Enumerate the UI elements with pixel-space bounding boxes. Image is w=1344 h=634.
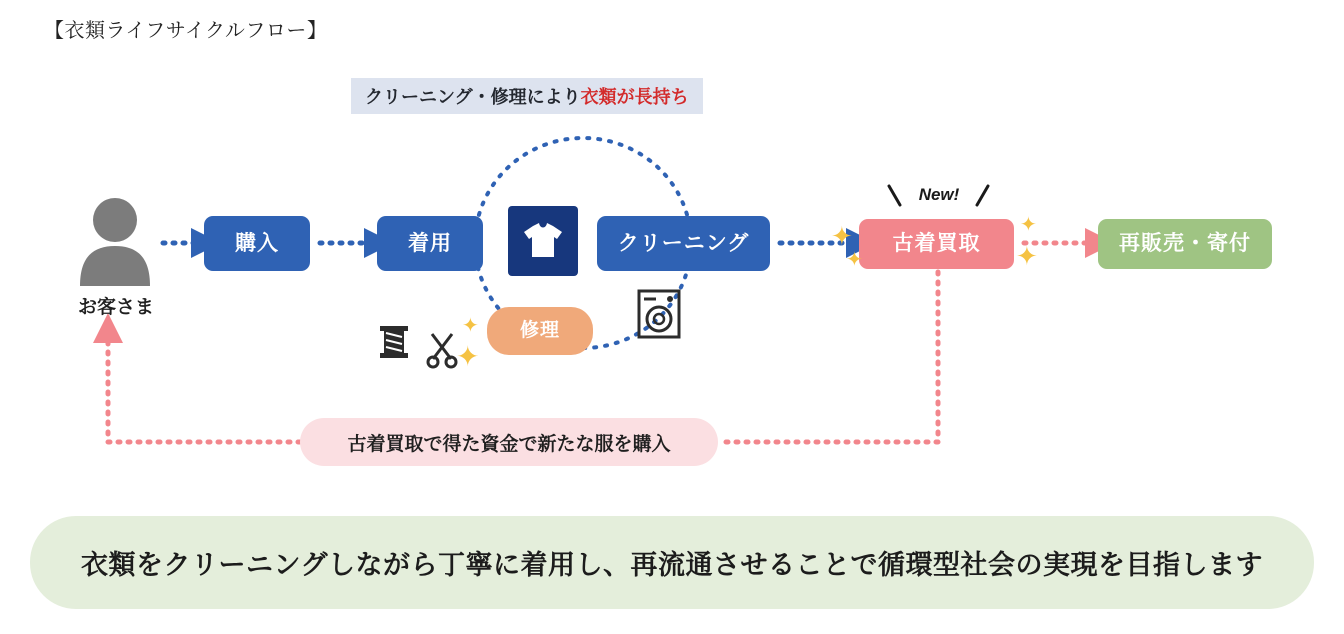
reinvestment-loop-label: 古着買取で得た資金で新たな服を購入: [300, 418, 718, 466]
top-callout-banner: [351, 78, 703, 114]
node-resale-label: 再販売・寄付: [1119, 232, 1251, 256]
shirt-badge-icon: [508, 206, 578, 276]
sparkle-icon: ✦: [846, 249, 863, 271]
node-purchase-label: 購入: [235, 231, 279, 255]
sparkle-icon: ✦: [831, 221, 853, 251]
scissors-icon: [424, 329, 460, 375]
summary-statement: 衣類をクリーニングしながら丁寧に着用し、再流通させることで循環型社会の実現を目指します: [30, 516, 1314, 609]
node-repair-label: 修理: [519, 319, 560, 341]
node-cleaning-label: クリーニング: [617, 231, 750, 255]
node-secondhand-purchase[interactable]: [859, 219, 1014, 269]
node-repair[interactable]: [487, 307, 593, 355]
node-wear-label: 着用: [408, 231, 452, 255]
node-resale-donation[interactable]: [1098, 219, 1272, 269]
page-title: 【衣類ライフサイクルフロー】: [44, 20, 328, 42]
thread-spool-icon: [378, 323, 412, 369]
banner-text-plain: クリーニング・修理により: [365, 87, 581, 107]
new-badge: New!: [918, 185, 960, 204]
person-icon: [74, 196, 156, 286]
sparkle-icon: ✦: [1016, 241, 1038, 271]
sparkle-icon: ✦: [456, 341, 480, 372]
sparkle-icon: ✦: [462, 315, 479, 337]
node-wear[interactable]: [377, 216, 483, 271]
node-cleaning[interactable]: [597, 216, 770, 271]
washing-machine-icon: [636, 288, 682, 347]
sparkle-icon: ✦: [1020, 214, 1037, 236]
node-purchase[interactable]: [204, 216, 310, 271]
banner-text-accent: 衣類が長持ち: [580, 87, 689, 107]
customer-label: お客さま: [77, 297, 154, 318]
node-secondhand-label: 古着買取: [892, 232, 981, 256]
